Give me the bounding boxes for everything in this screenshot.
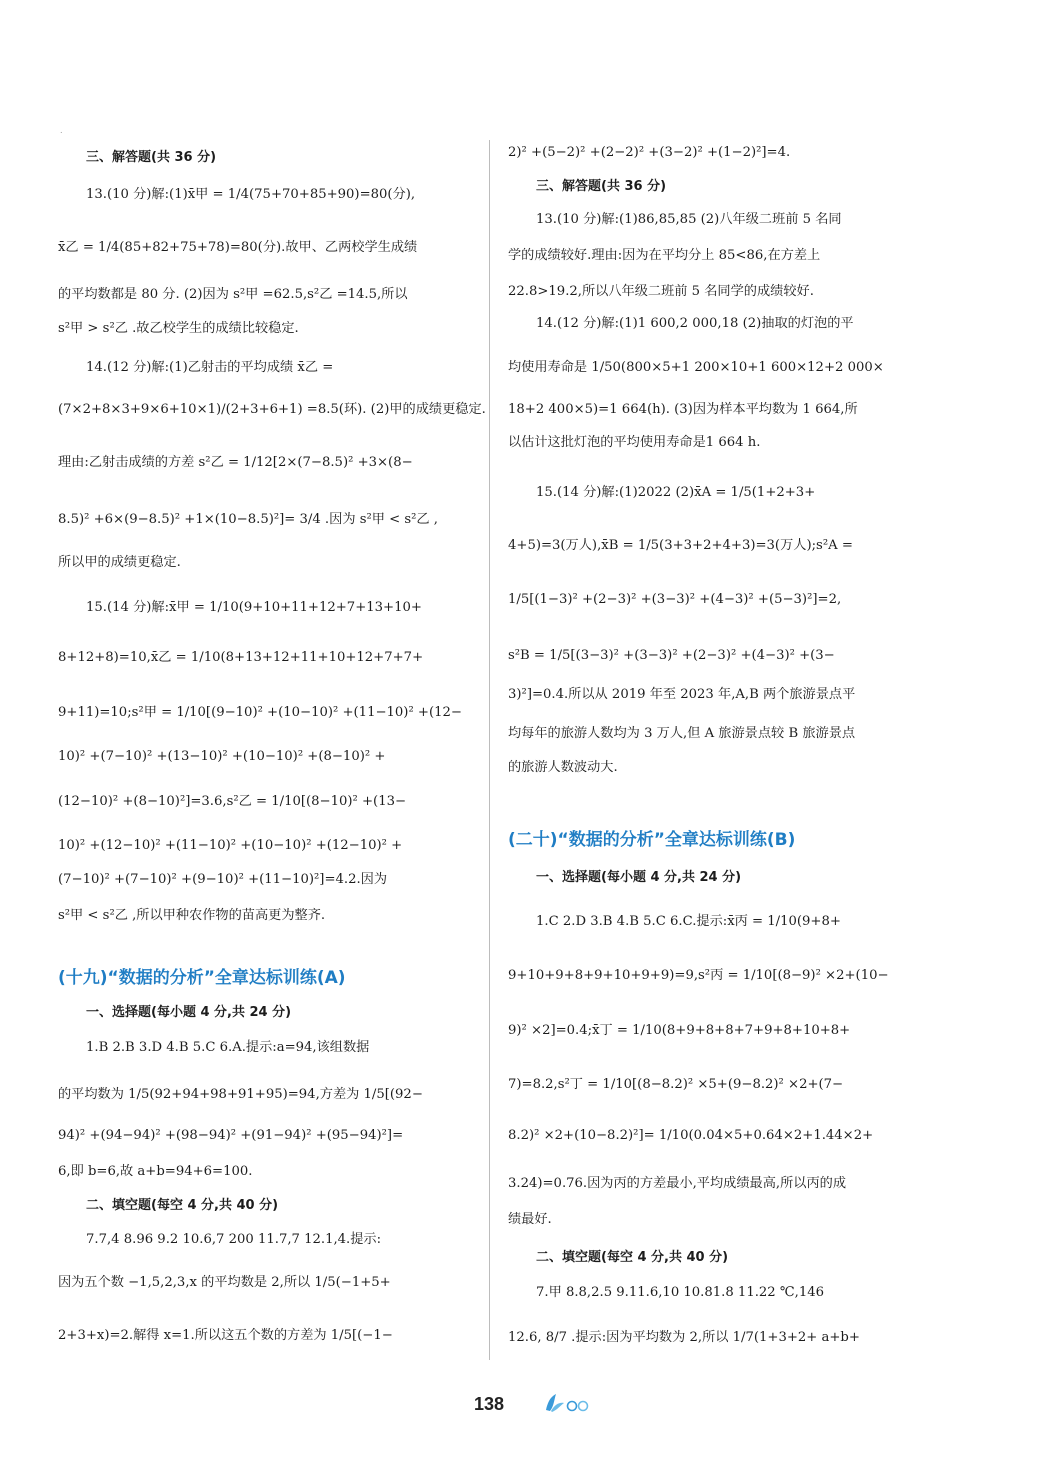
text-line: 22.8>19.2,所以八年级二班前 5 名同学的成绩较好. [508,284,814,299]
text-line: 2+3+x)=2.解得 x=1.所以这五个数的方差为 1/5[(−1− [58,1328,393,1343]
text-line: 94)² +(94−94)² +(98−94)² +(91−94)² +(95−94)²]= [58,1128,404,1143]
section-heading: 二、填空题(每空 4 分,共 40 分) [536,1250,729,1265]
text-line: 4+5)=3(万人),x̄B = 1/5(3+3+2+4+3)=3(万人);s²A = [508,538,853,553]
text-line: s²B = 1/5[(3−3)² +(3−3)² +(2−3)² +(4−3)² +(3− [508,648,835,663]
text-line: 12.6, 8/7 .提示:因为平均数为 2,所以 1/7(1+3+2+ a+b+ [508,1330,860,1345]
text-line: (7−10)² +(7−10)² +(9−10)² +(11−10)²]=4.2.因为 [58,872,388,887]
text-line: 8+12+8)=10,x̄乙 = 1/10(8+13+12+11+10+12+7+7+ [58,650,424,665]
text-line: 的平均数为 1/5(92+94+98+91+95)=94,方差为 1/5[(92− [58,1087,423,1102]
section-heading: 三、解答题(共 36 分) [536,179,667,194]
text-line: 10)² +(7−10)² +(13−10)² +(10−10)² +(8−10)² + [58,749,386,764]
text-line: 13.(10 分)解:(1)86,85,85 (2)八年级二班前 5 名同 [536,212,842,227]
text-line: 13.(10 分)解:(1)x̄甲 = 1/4(75+70+85+90)=80(分), [86,187,416,202]
text-line: 15.(14 分)解:(1)2022 (2)x̄A = 1/5(1+2+3+ [536,485,816,500]
section-title: (十九)“数据的分析”全章达标训练(A) [58,968,346,988]
text-line: 均每年的旅游人数均为 3 万人,但 A 旅游景点较 B 旅游景点 [508,726,856,741]
flower-logo-icon [542,1392,594,1414]
page-number: 138 [474,1394,505,1414]
text-line: 理由:乙射击成绩的方差 s²乙 = 1/12[2×(7−8.5)² +3×(8− [58,455,413,470]
text-line: 学的成绩较好.理由:因为在平均分上 85<86,在方差上 [508,248,821,263]
text-line: 14.(12 分)解:(1)乙射击的平均成绩 x̄乙 = [86,360,334,375]
text-line: 14.(12 分)解:(1)1 600,2 000,18 (2)抽取的灯泡的平 [536,316,854,331]
text-line: 所以甲的成绩更稳定. [58,555,181,570]
text-line: 9+10+9+8+9+10+9+9)=9,s²丙 = 1/10[(8−9)² ×2+(10− [508,968,889,983]
text-line: 1.B 2.B 3.D 4.B 5.C 6.A.提示:a=94,该组数据 [86,1040,370,1055]
text-line: (7×2+8×3+9×6+10×1)/(2+3+6+1) =8.5(环). (2)甲的成绩更稳定. [58,402,486,417]
section-heading: 一、选择题(每小题 4 分,共 24 分) [86,1005,292,1020]
text-line: 因为五个数 −1,5,2,3,x 的平均数是 2,所以 1/5(−1+5+ [58,1275,391,1290]
text-line: 以估计这批灯泡的平均使用寿命是1 664 h. [508,435,761,450]
text-line: 1.C 2.D 3.B 4.B 5.C 6.C.提示:x̄丙 = 1/10(9+8+ [536,914,841,929]
section-heading: 一、选择题(每小题 4 分,共 24 分) [536,870,742,885]
text-line: 15.(14 分)解:x̄甲 = 1/10(9+10+11+12+7+13+10+ [86,600,422,615]
text-line: 的旅游人数波动大. [508,760,618,775]
text-line: s²甲 > s²乙 .故乙校学生的成绩比较稳定. [58,321,299,336]
text-line: 绩最好. [508,1212,552,1227]
text-line: 的平均数都是 80 分. (2)因为 s²甲 =62.5,s²乙 =14.5,所以 [58,287,408,302]
text-line: x̄乙 = 1/4(85+82+75+78)=80(分).故甲、乙两校学生成绩 [58,240,418,255]
text-line: 6,即 b=6,故 a+b=94+6=100. [58,1164,253,1179]
text-line: (12−10)² +(8−10)²]=3.6,s²乙 = 1/10[(8−10)² +(13− [58,794,407,809]
text-line: 8.2)² ×2+(10−8.2)²]= 1/10(0.04×5+0.64×2+1.44×2+ [508,1128,874,1143]
text-line: s²甲 < s²乙 ,所以甲种农作物的苗高更为整齐. [58,908,326,923]
section-title: (二十)“数据的分析”全章达标训练(B) [508,830,796,850]
text-line: 7)=8.2,s²丁 = 1/10[(8−8.2)² ×5+(9−8.2)² ×2+(7− [508,1077,844,1092]
text-line: 7.7,4 8.96 9.2 10.6,7 200 11.7,7 12.1,4.提示: [86,1232,382,1247]
text-line: 2)² +(5−2)² +(2−2)² +(3−2)² +(1−2)²]=4. [508,145,791,160]
text-line: 3)²]=0.4.所以从 2019 年至 2023 年,A,B 两个旅游景点平 [508,687,856,702]
section-heading: 二、填空题(每空 4 分,共 40 分) [86,1198,279,1213]
text-line: 9+11)=10;s²甲 = 1/10[(9−10)² +(10−10)² +(11−10)² +(12− [58,705,462,720]
text-line: 18+2 400×5)=1 664(h). (3)因为样本平均数为 1 664,所 [508,402,858,417]
text-line: 10)² +(12−10)² +(11−10)² +(10−10)² +(12−10)² + [58,838,403,853]
text-line: 7.甲 8.8,2.5 9.11.6,10 10.81.8 11.22 ℃,146 [536,1285,824,1300]
column-divider [489,140,490,1360]
scan-mark: . [60,126,63,135]
section-heading: 三、解答题(共 36 分) [86,150,217,165]
text-line: 9)² ×2]=0.4;x̄丁 = 1/10(8+9+8+8+7+9+8+10+8+ [508,1023,851,1038]
text-line: 1/5[(1−3)² +(2−3)² +(3−3)² +(4−3)² +(5−3)²]=2, [508,592,842,607]
text-line: 均使用寿命是 1/50(800×5+1 200×10+1 600×12+2 000× [508,360,884,375]
text-line: 3.24)=0.76.因为丙的方差最小,平均成绩最高,所以丙的成 [508,1176,847,1191]
text-line: 8.5)² +6×(9−8.5)² +1×(10−8.5)²]= 3/4 .因为 s²甲 < s²乙 , [58,512,438,527]
